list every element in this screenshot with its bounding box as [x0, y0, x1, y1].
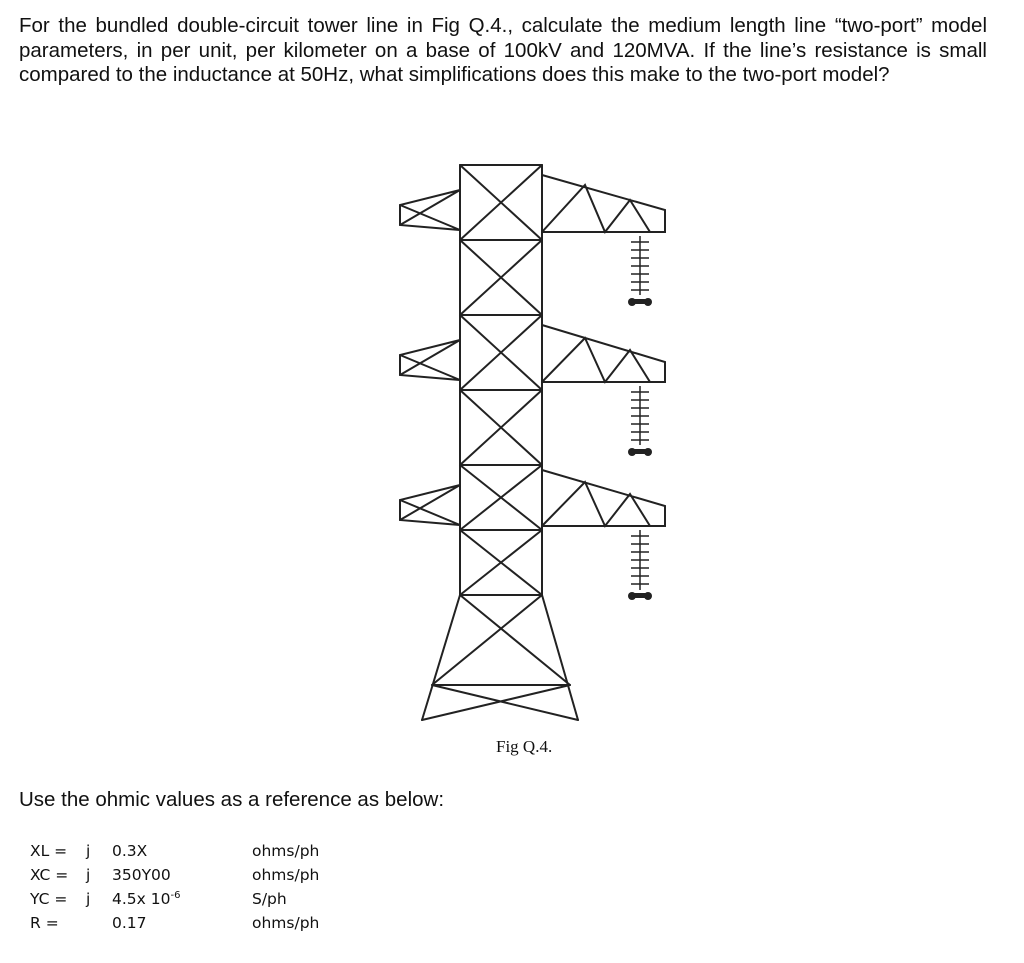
question-text: For the bundled double-circuit tower line in Fig Q.4., calculate the medium length line “two-port” model parameters, in per unit, per kilometer on a base of 100kV and 120MVA. If the line’s resistance is small compared to the inductance at 50Hz, what simplifications does this make to the two-port model? — [19, 14, 987, 86]
unit: ohms/ph — [252, 866, 320, 884]
imaginary-j: j — [86, 842, 91, 860]
value-exponent: -6 — [170, 889, 181, 901]
imaginary-j: j — [86, 866, 91, 884]
value: 0.17 — [112, 914, 147, 932]
reference-intro: Use the ohmic values as a reference as below: — [19, 788, 445, 811]
figure-caption: Fig Q.4. — [496, 737, 553, 756]
value-base: 4.5x 10 — [112, 890, 171, 908]
variable-label: R = — [30, 914, 59, 932]
variable-label: XL = — [30, 842, 68, 860]
imaginary-j: j — [86, 890, 91, 908]
variable-label: YC = — [30, 890, 68, 908]
value: 0.3X — [112, 842, 148, 860]
unit: ohms/ph — [252, 914, 320, 932]
value: 350Y00 — [112, 866, 171, 884]
value — [112, 890, 180, 908]
transmission-tower-figure — [370, 150, 700, 730]
unit: ohms/ph — [252, 842, 320, 860]
variable-label: XC = — [30, 866, 69, 884]
unit: S/ph — [252, 890, 287, 908]
